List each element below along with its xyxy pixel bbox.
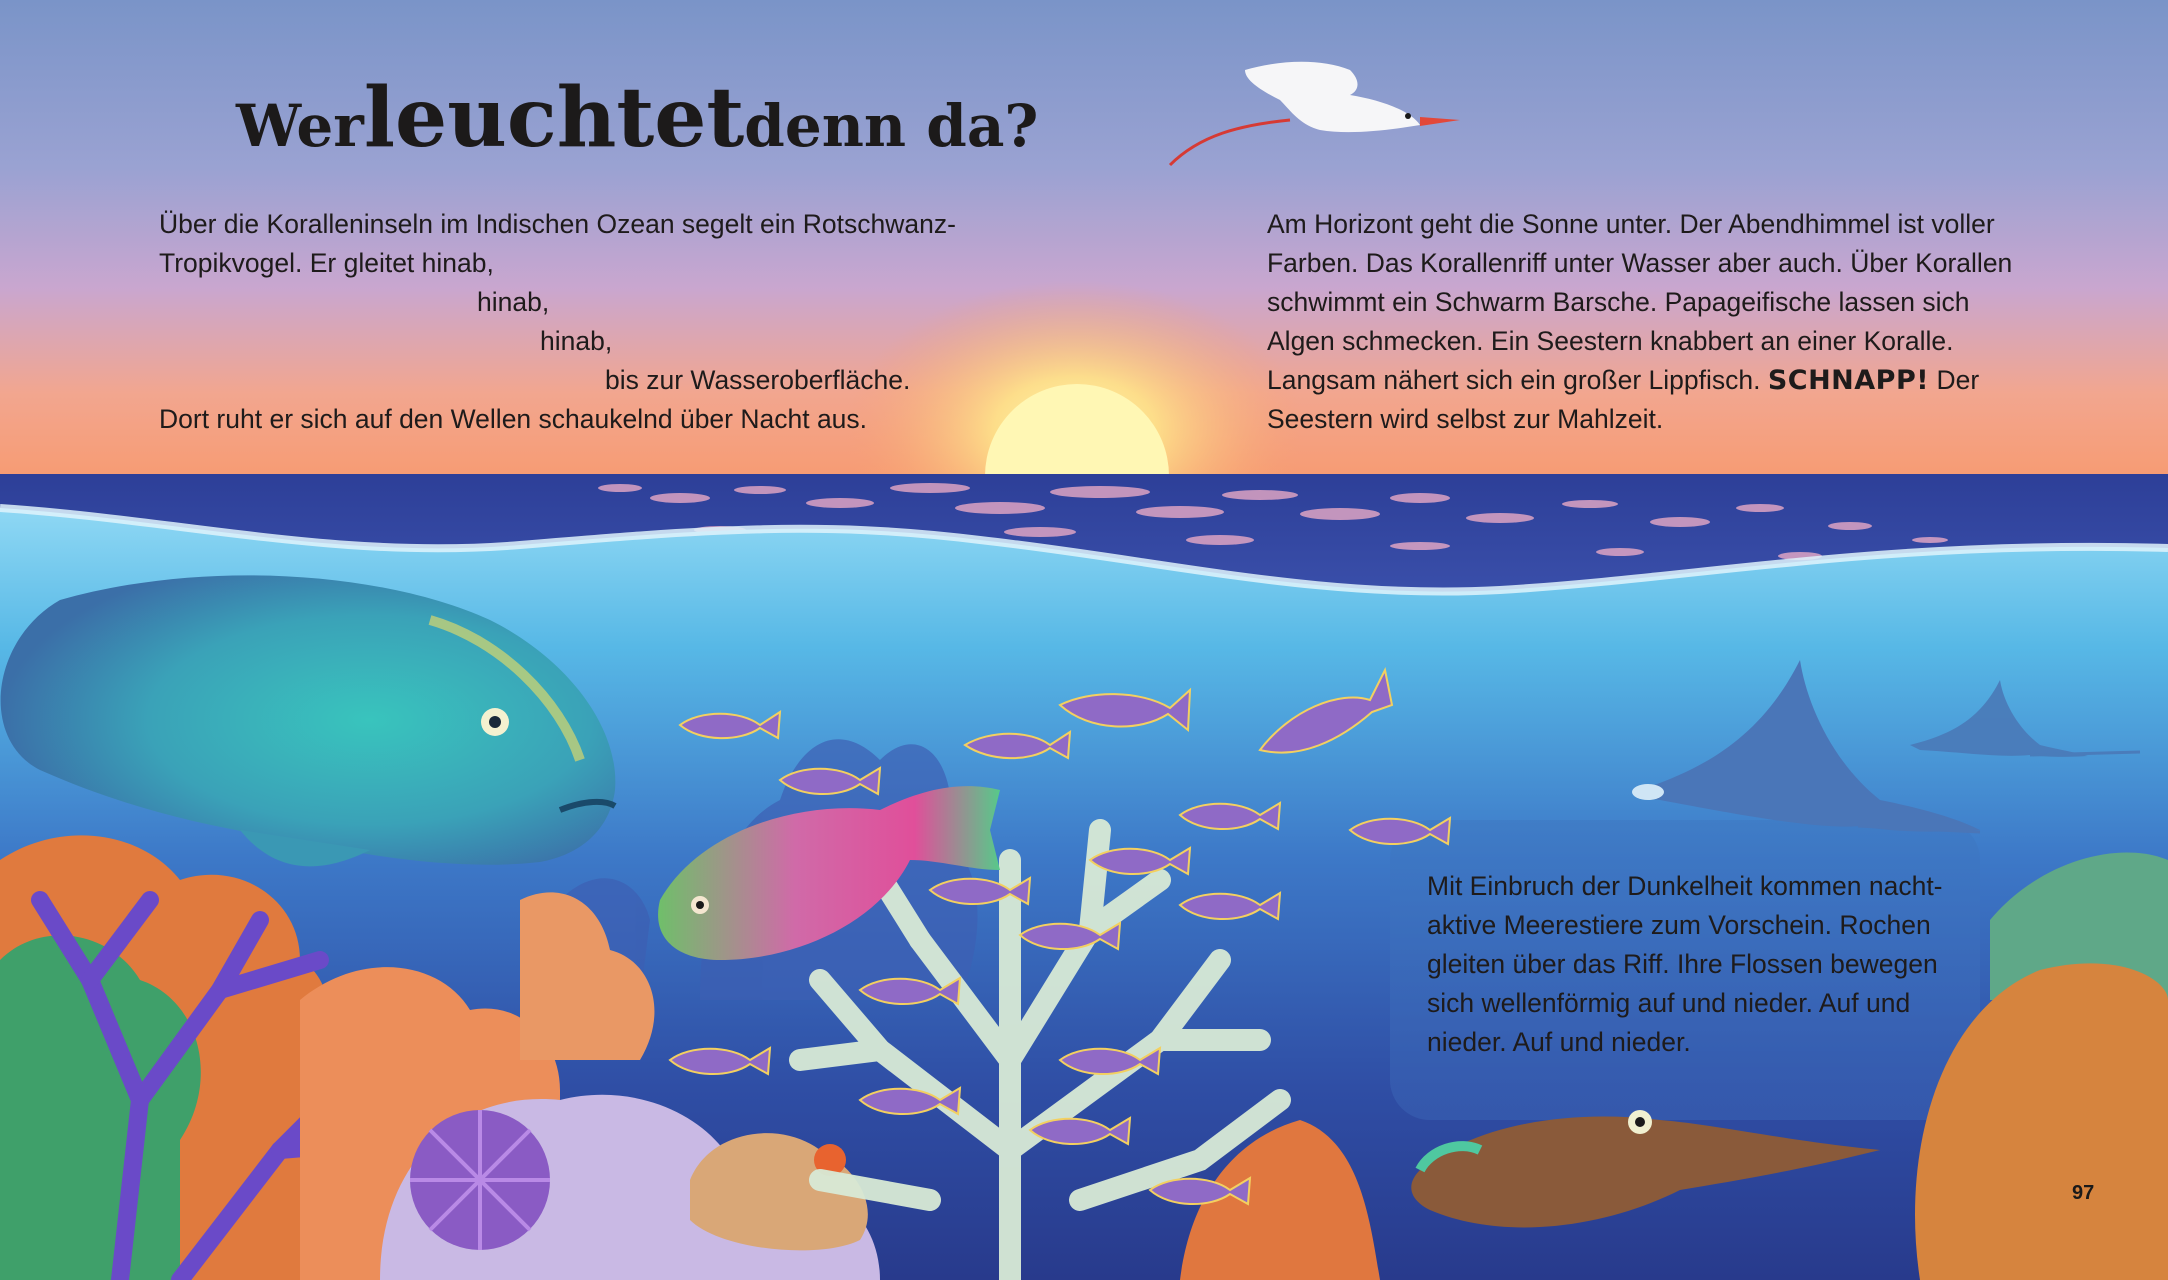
text-line: schwimmt ein Schwarm Barsche. Papageifische lassen sich: [1267, 287, 1970, 317]
title-part-1: Wer: [236, 92, 364, 160]
text-line: Mit Einbruch der Dunkelheit kommen nacht-: [1427, 871, 1943, 901]
text-line: Farben. Das Korallenriff unter Wasser aber auch. Über Korallen: [1267, 248, 2013, 278]
text-line: Über die Koralleninseln im Indischen Ozean segelt ein Rotschwanz-: [159, 209, 956, 239]
text-line: bis zur Wasseroberfläche.: [605, 365, 911, 395]
text-line: sich wellenförmig auf und nieder. Auf und: [1427, 988, 1911, 1018]
schnapp-exclamation: SCHNAPP!: [1767, 365, 1930, 396]
text-line: hinab,: [477, 287, 550, 317]
text-fragment: Langsam nähert sich ein großer Lippfisch.: [1267, 365, 1768, 395]
text-line: Tropikvogel. Er gleitet hinab,: [159, 248, 494, 278]
page-title: [236, 70, 1039, 166]
right-paragraph: [1267, 205, 2012, 439]
text-line: [1267, 361, 2012, 400]
text-line: Dort ruht er sich auf den Wellen schaukelnd über Nacht aus.: [159, 404, 868, 434]
text-line: aktive Meerestiere zum Vorschein. Rochen: [1427, 910, 1931, 940]
text-line: gleiten über das Riff. Ihre Flossen bewegen: [1427, 949, 1938, 979]
text-line: Algen schmecken. Ein Seestern knabbert an einer Koralle.: [1267, 326, 1954, 356]
left-paragraph: [159, 205, 956, 439]
text-line: Seestern wird selbst zur Mahlzeit.: [1267, 404, 1664, 434]
title-part-2: leuchtet: [363, 70, 745, 166]
sea-urchin-spines: [410, 1110, 550, 1250]
lower-paragraph: [1427, 867, 1943, 1062]
text-line: hinab,: [540, 326, 613, 356]
text-fragment: Der: [1929, 365, 1980, 395]
text-line: nieder. Auf und nieder.: [1427, 1027, 1691, 1057]
title-part-3: denn da?: [744, 92, 1039, 160]
text-line: Am Horizont geht die Sonne unter. Der Abendhimmel ist voller: [1267, 209, 1995, 239]
page-number: 97: [2072, 1182, 2095, 1204]
